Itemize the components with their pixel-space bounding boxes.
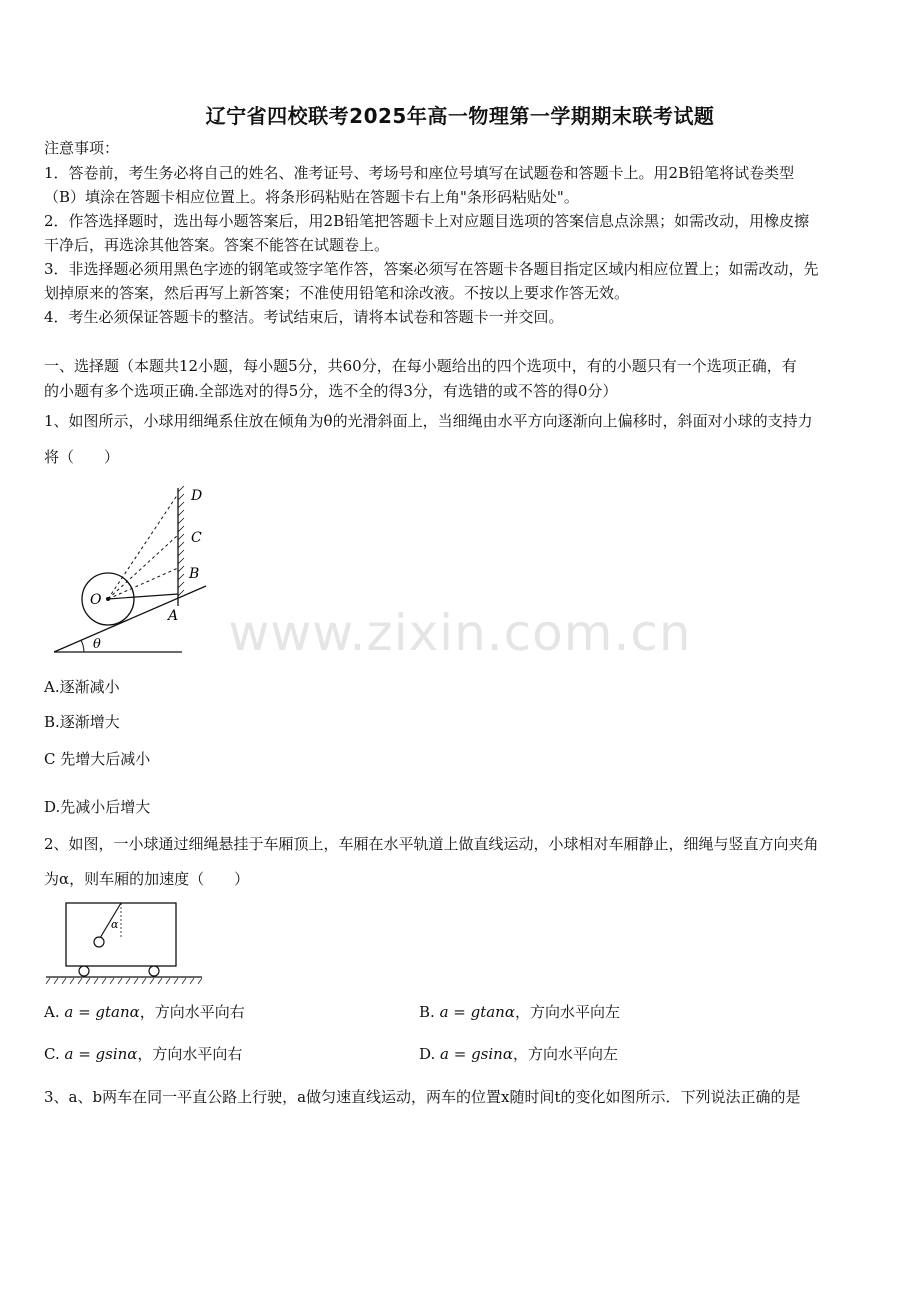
page-title: 辽宁省四校联考2025年高一物理第一学期期末联考试题 [205,104,715,128]
q1-option-a: A.逐渐减小 [44,678,120,696]
q2-option-c: C. a = gsinα，方向水平向右 [44,1045,243,1063]
question-1-stem: 1、如图所示，小球用细绳系住放在倾角为θ的光滑斜面上，当细绳由水平方向逐渐向上偏移时，斜面对小球的支持力 [44,412,813,430]
label-a: A [168,608,179,624]
q1-option-c: C 先增大后减小 [44,750,151,768]
section-heading: 一、选择题（本题共12小题，每小题5分，共60分，在每小题给出的四个选项中，有的小题只有一个选项正确，有 [44,357,797,375]
notice-line: 3．非选择题必须用黑色字迹的钢笔或签字笔作答，答案必须写在答题卡各题目指定区域内相应位置上；如需改动，先 [44,260,819,278]
q1-option-b: B.逐渐增大 [44,713,120,731]
label-b: B [189,566,200,582]
q2-option-d: D. a = gsinα，方向水平向左 [419,1045,618,1063]
notice-line: 划掉原来的答案，然后再写上新答案；不准使用铅笔和涂改液。不按以上要求作答无效。 [44,284,630,302]
label-d: D [191,488,203,504]
notice-line: 1．答卷前，考生务必将自己的姓名、准考证号、考场号和座位号填写在试题卷和答题卡上。用2B铅笔将试卷类型 [44,164,795,182]
notice-line: 2．作答选择题时，选出每小题答案后，用2B铅笔把答题卡上对应题目选项的答案信息点涂黑；如需改动，用橡皮擦 [44,212,810,230]
notice-line: （B）填涂在答题卡相应位置上。将条形码粘贴在答题卡右上角"条形码粘贴处"。 [44,188,579,206]
notice-line: 干净后，再选涂其他答案。答案不能答在试题卷上。 [44,236,390,254]
q1-option-d: D.先减小后增大 [44,798,151,816]
notice-heading: 注意事项： [44,139,120,157]
car-figure [44,898,204,990]
q2-option-a: A. a = gtanα，方向水平向右 [44,1003,245,1021]
label-c: C [191,530,202,546]
section-heading-cont: 的小题有多个选项正确.全部选对的得5分，选不全的得3分，有选错的或不答的得0分） [44,382,618,400]
question-2-stem-cont: 为α，则车厢的加速度（ ） [44,870,250,888]
watermark: www.zixin.com.cn [228,604,692,662]
notice-line: 4．考生必须保证答题卡的整洁。考试结束后，请将本试卷和答题卡一并交回。 [44,308,564,326]
q2-option-b: B. a = gtanα，方向水平向左 [419,1003,620,1021]
label-theta: θ [93,637,101,652]
label-o: O [90,592,102,608]
label-alpha: α [111,918,119,931]
question-2-stem: 2、如图，一小球通过细绳悬挂于车厢顶上，车厢在水平轨道上做直线运动，小球相对车厢静止，细绳与竖直方向夹角 [44,835,819,853]
question-3-stem: 3、a、b两车在同一平直公路上行驶，a做匀速直线运动，两车的位置x随时间t的变化如图所示．下列说法正确的是 [44,1088,801,1106]
question-1-stem-cont: 将（ ） [44,448,120,466]
